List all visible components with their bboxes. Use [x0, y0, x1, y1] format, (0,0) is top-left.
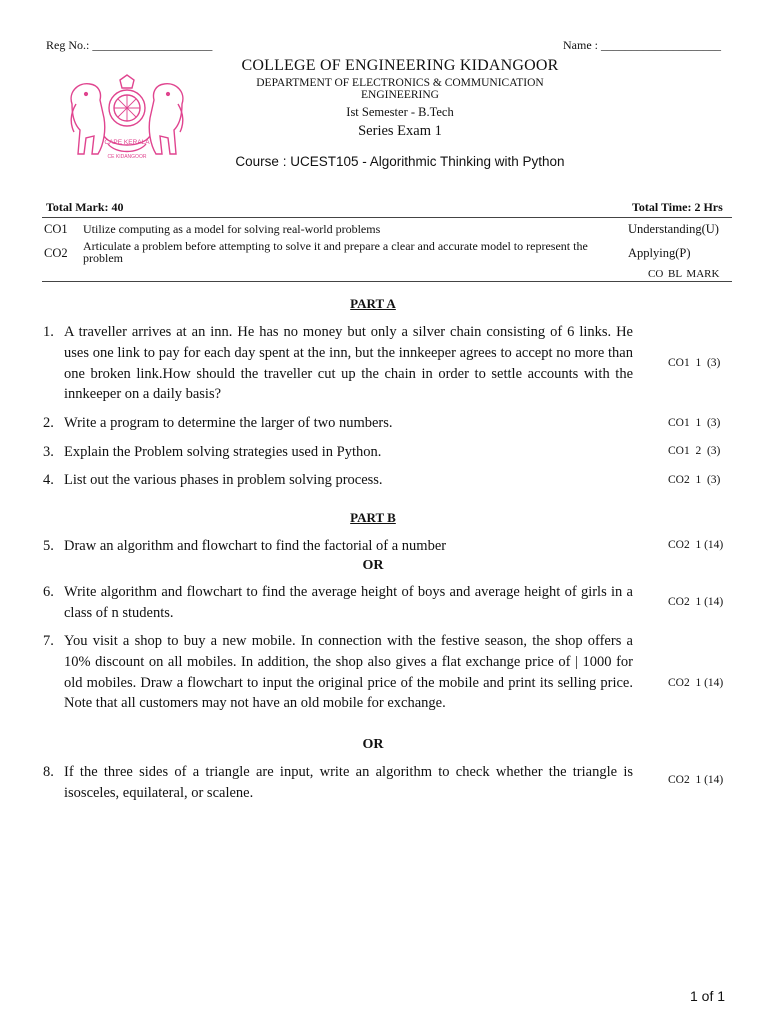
question-2-meta: CO1 1 (3): [668, 417, 721, 429]
question-6: [43, 582, 633, 624]
question-8: [43, 762, 633, 804]
question-number: 4.: [43, 472, 54, 488]
page-number: 1 of 1: [690, 988, 726, 1004]
co2-id: CO2: [44, 246, 68, 260]
question-8-meta: CO2 1 (14): [668, 774, 724, 786]
question-number: 8.: [43, 764, 54, 780]
reg-no-field: Reg No.: ____________________: [46, 38, 213, 52]
question-4-meta: CO2 1 (3): [668, 474, 721, 486]
question-text: Draw an algorithm and flowchart to find the factorial of a number: [64, 538, 447, 554]
exam-title: Series Exam 1: [358, 123, 442, 139]
question-text: Explain the Problem solving strategies used in Python.: [64, 444, 382, 460]
question-5-meta: CO2 1 (14): [668, 539, 724, 551]
question-text: You visit a shop to buy a new mobile. In connection with the festive season, the shop offers a 10% discount on all mobiles. In addition, the shop also gives a flat exchange price of | 1000 for old mobiles. Draw a flowchart to input the original price of the mobile and print its selling price. Note that all customers may not have an old mobile for exchange.: [64, 633, 633, 712]
total-mark: Total Mark: 40: [46, 200, 124, 214]
divider: [42, 281, 732, 282]
part-b-title: PART B: [350, 510, 396, 525]
question-2: [43, 413, 633, 434]
question-4: [43, 470, 633, 491]
column-header: CO BL MARK: [648, 268, 720, 280]
question-text: Write a program to determine the larger of two numbers.: [64, 415, 393, 431]
question-number: 1.: [43, 324, 54, 340]
question-6-meta: CO2 1 (14): [668, 596, 724, 608]
question-7: [43, 631, 633, 714]
question-number: 3.: [43, 444, 54, 460]
question-5: [43, 536, 633, 557]
question-text: If the three sides of a triangle are input, write an algorithm to check whether the triangle is isosceles, equilateral, or scalene.: [64, 764, 633, 801]
question-1-meta: CO1 1 (3): [668, 357, 721, 369]
question-text: List out the various phases in problem solving process.: [64, 472, 383, 488]
name-field: Name : ____________________: [563, 38, 721, 52]
college-name: COLLEGE OF ENGINEERING KIDANGOOR: [241, 57, 559, 74]
question-3: [43, 442, 633, 463]
semester: Ist Semester - B.Tech: [346, 105, 454, 119]
logo-text-bottom: CE KIDANGOOR: [107, 154, 147, 160]
question-number: 6.: [43, 584, 54, 600]
question-number: 5.: [43, 538, 54, 554]
question-text: A traveller arrives at an inn. He has no money but only a silver chain consisting of 6 links. He uses one link to pay for each day spent at the inn, but the innkeeper agrees to accept no more than one broken link.How should the traveller cut up the chain in order to settle accounts with the innkeeper on a daily basis?: [64, 324, 633, 403]
co1-text: Utilize computing as a model for solving real-world problems: [83, 222, 381, 236]
or-separator: OR: [362, 558, 384, 573]
course-title: Course : UCEST105 - Algorithmic Thinking with Python: [235, 154, 565, 169]
co1-id: CO1: [44, 222, 68, 236]
question-7-meta: CO2 1 (14): [668, 677, 724, 689]
question-number: 2.: [43, 415, 54, 431]
department-name: DEPARTMENT OF ELECTRONICS & COMMUNICATION ENGINEERING: [256, 77, 544, 101]
co1-level: Understanding(U): [628, 222, 719, 236]
divider: [42, 217, 732, 218]
total-time: Total Time: 2 Hrs: [632, 200, 723, 214]
part-a-title: PART A: [350, 296, 396, 311]
question-number: 7.: [43, 633, 54, 649]
logo-text-top: CAPE KERALA: [104, 139, 150, 146]
or-separator: OR: [362, 737, 384, 752]
co2-text: Articulate a problem before attempting to solve it and prepare a clear and accurate model to represent the problem: [83, 239, 588, 265]
question-1: [43, 322, 633, 405]
co2-level: Applying(P): [628, 246, 691, 260]
question-text: Write algorithm and flowchart to find the average height of boys and average height of girls in a class of n students.: [64, 584, 633, 621]
question-3-meta: CO1 2 (3): [668, 445, 721, 457]
